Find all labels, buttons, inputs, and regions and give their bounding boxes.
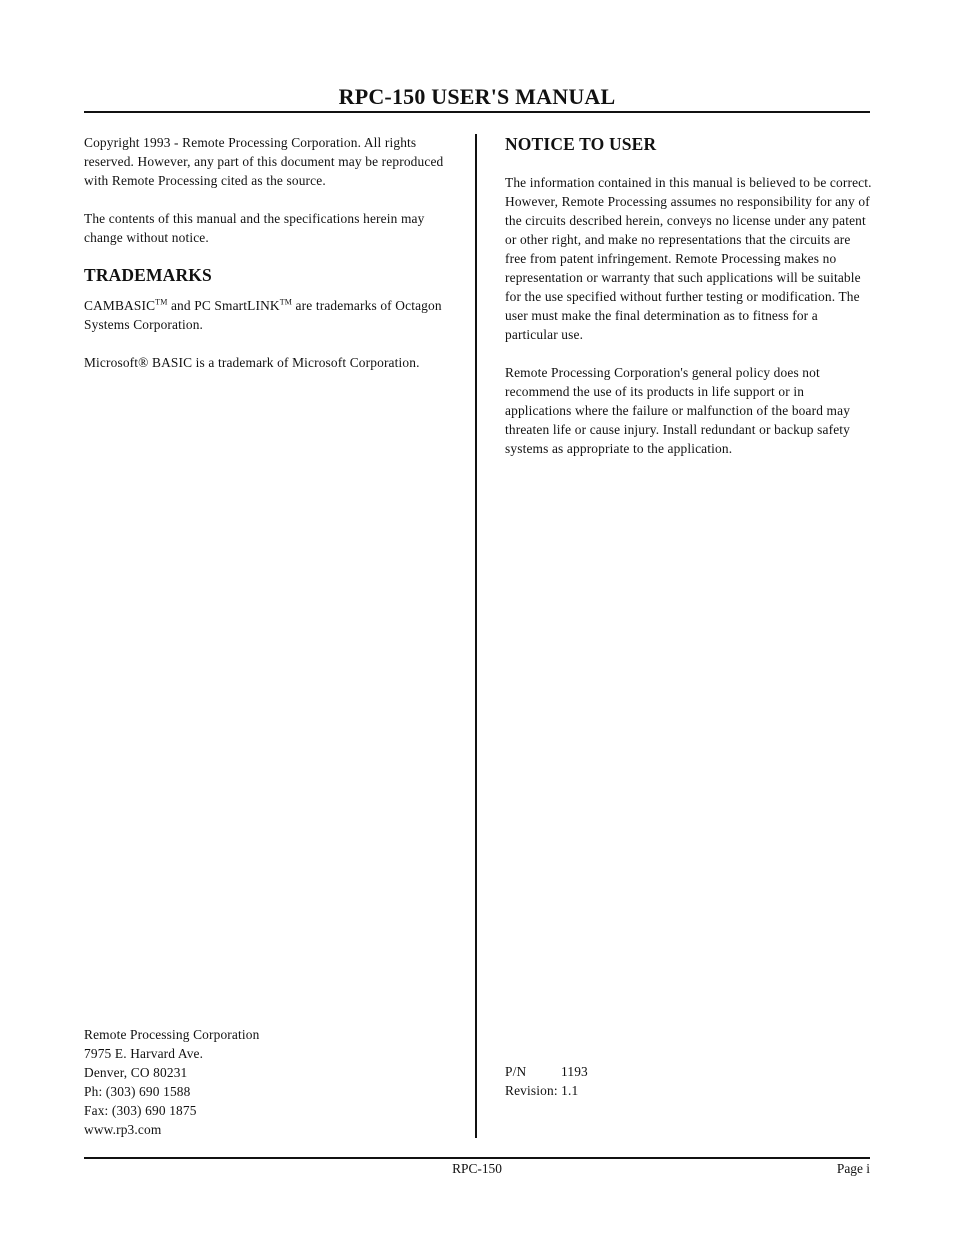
trademark-cambasic: CAMBASIC — [84, 298, 156, 313]
address-web: www.rp3.com — [84, 1122, 162, 1137]
footer-rule — [84, 1157, 870, 1159]
revision: Revision: 1.1 — [505, 1083, 579, 1098]
left-column-top — [84, 133, 448, 372]
document-title: RPC-150 USER'S MANUAL — [338, 84, 616, 109]
footer-page-number: Page i — [836, 1161, 870, 1176]
trademarks-heading: TRADEMARKS — [84, 265, 212, 285]
notice-paragraph: The information contained in this manual is believed to be correct. However, Remote Processing assumes no responsibility for any of the circuits described herein, conveys no license under any patent or other right, and make no representations that the circuits are free from patent infringement. Remote Processing makes no representation or warranty that such applications will be suitable for the use specified without further testing or modification. The user must make the final determination as to fitness for a particular use. — [505, 175, 872, 342]
address-phone: Ph: (303) 690 1588 — [84, 1084, 191, 1099]
trademark-symbol: TM — [155, 297, 168, 307]
company-address — [84, 1025, 448, 1139]
column-divider — [475, 134, 477, 1138]
trademark-smartlink: and PC SmartLINK — [167, 298, 280, 313]
address-street: 7975 E. Harvard Ave. — [84, 1046, 204, 1061]
part-info — [505, 1062, 873, 1100]
trademark-paragraph — [84, 296, 448, 334]
right-column-top — [505, 133, 873, 458]
microsoft-trademark-paragraph: Microsoft® BASIC is a trademark of Microsoft Corporation. — [84, 355, 420, 370]
trademark-owner: are trademarks of Octagon Systems Corporation. — [84, 298, 442, 332]
title-rule — [84, 111, 870, 113]
address-company: Remote Processing Corporation — [84, 1027, 260, 1042]
copyright-paragraph: Copyright 1993 - Remote Processing Corporation. All rights reserved. However, any part of this document may be reproduced with Remote Processing cited as the source. — [84, 135, 444, 188]
trademark-symbol: TM — [279, 297, 293, 307]
notice-heading: NOTICE TO USER — [505, 134, 657, 154]
address-fax: Fax: (303) 690 1875 — [84, 1103, 197, 1118]
part-number-label: P/N — [505, 1064, 527, 1079]
part-number-row — [505, 1062, 873, 1081]
contents-notice-paragraph: The contents of this manual and the specifications herein may change without notice. — [84, 211, 425, 245]
part-number-value: 1193 — [561, 1064, 588, 1079]
footer-product: RPC-150 — [452, 1161, 502, 1176]
policy-paragraph: Remote Processing Corporation's general policy does not recommend the use of its products in life support or in applications where the failure or malfunction of the board may threaten life or cause injury. Install redundant or backup safety systems as appropriate to the application. — [505, 365, 851, 456]
address-city: Denver, CO 80231 — [84, 1065, 188, 1080]
